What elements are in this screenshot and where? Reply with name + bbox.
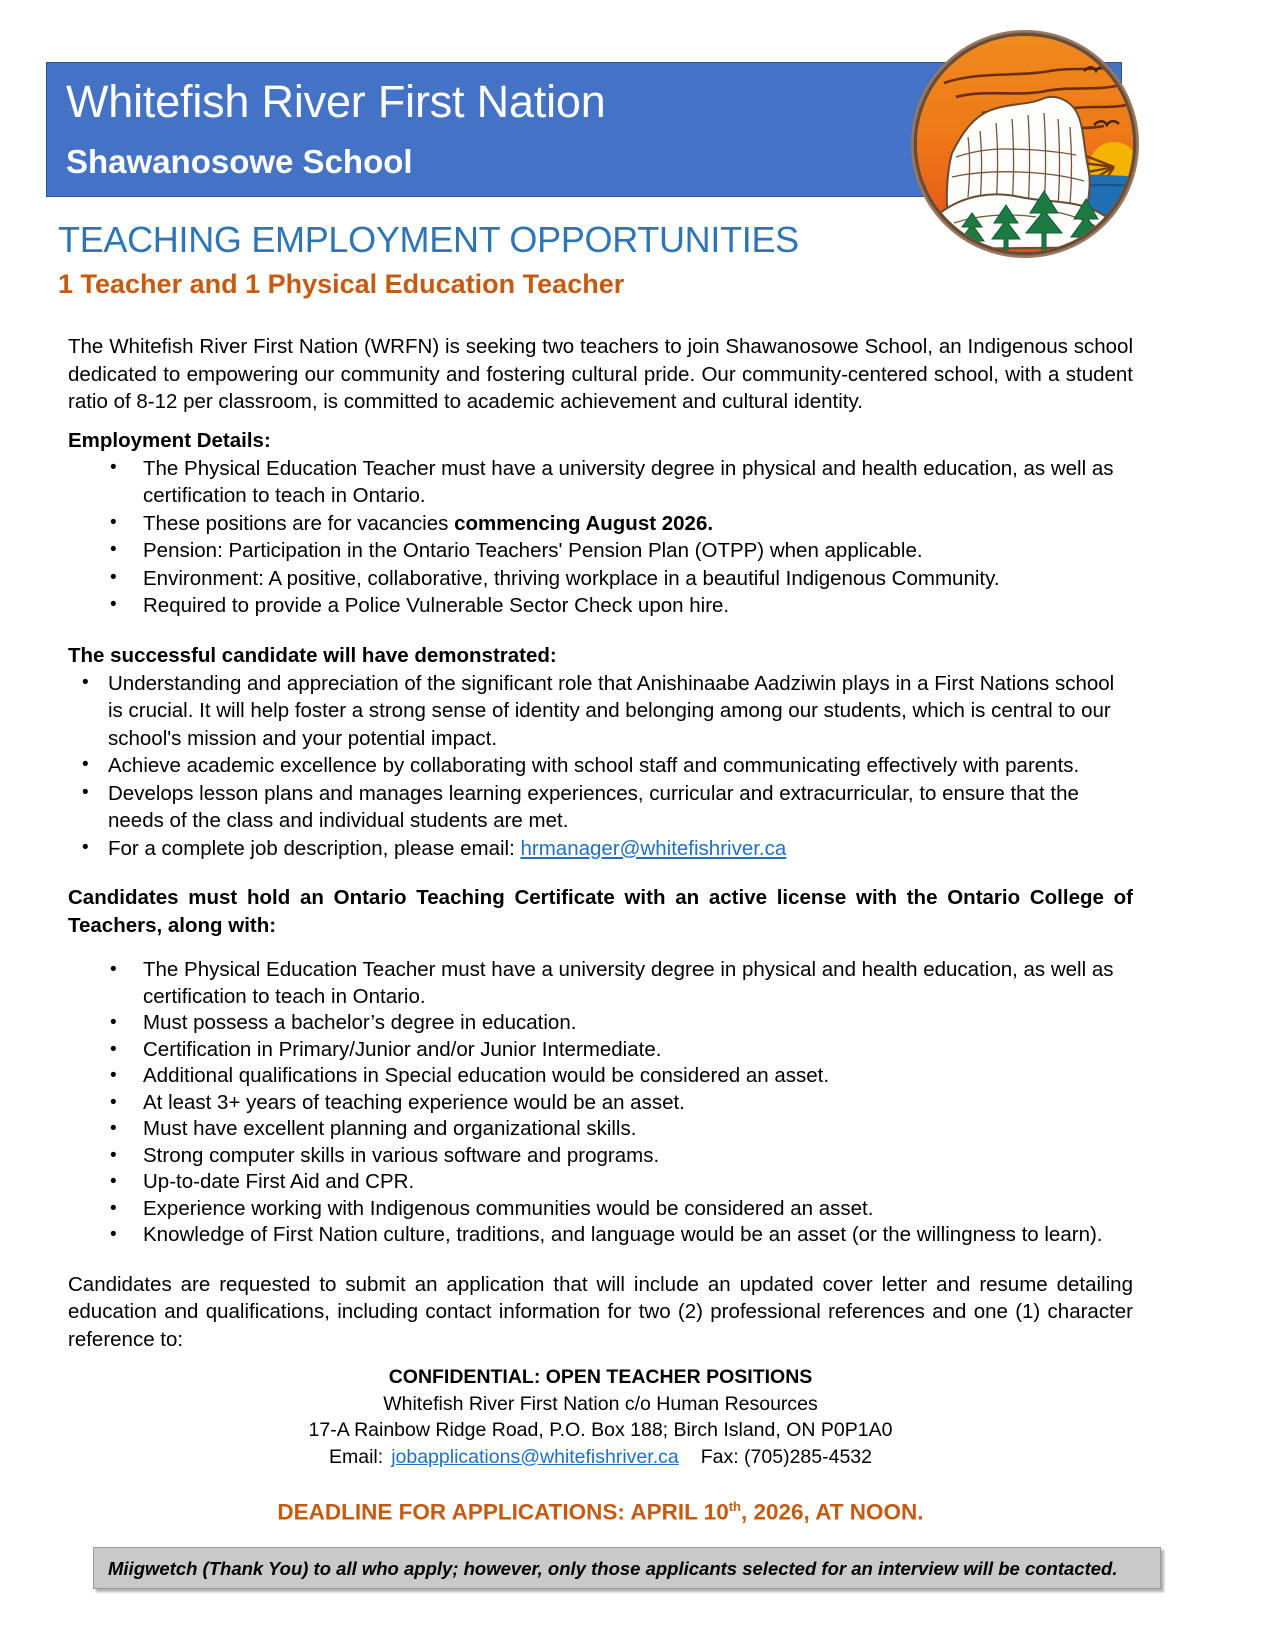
confidential-line: CONFIDENTIAL: OPEN TEACHER POSITIONS xyxy=(388,1366,813,1388)
list-item xyxy=(68,510,1133,538)
bullet-text: Strong computer skills in various software and programs. xyxy=(143,1143,660,1167)
list-item xyxy=(68,1090,1133,1117)
deadline-line xyxy=(68,1492,1133,1528)
certificate-requirements-list xyxy=(68,957,1133,1249)
fax-number: Fax: (705)285-4532 xyxy=(700,1445,872,1468)
list-item-email xyxy=(68,835,1133,863)
employment-details-heading: Employment Details: xyxy=(68,428,271,452)
bullet-text: Understanding and appreciation of the significant role that Anishinaabe Aadziwin plays in a First Nations school is crucial. It will help foster a strong sense of identity and belonging among our students, which is central to our school's mission and your potential impact. xyxy=(108,671,1115,750)
list-item xyxy=(68,1116,1133,1143)
deadline-ordinal: th xyxy=(728,1499,741,1514)
list-item xyxy=(68,957,1133,1010)
list-item xyxy=(68,1143,1133,1170)
list-item xyxy=(68,455,1133,510)
deadline-suffix: , 2026, AT NOON. xyxy=(741,1499,924,1525)
document-body xyxy=(68,333,1133,1528)
footer-note-box xyxy=(93,1547,1161,1589)
successful-candidate-heading: The successful candidate will have demonstrated: xyxy=(68,643,557,667)
successful-candidate-list xyxy=(68,670,1133,863)
bullet-text: For a complete job description, please email: xyxy=(108,836,521,860)
intro-paragraph: The Whitefish River First Nation (WRFN) is seeking two teachers to join Shawanosowe School, an Indigenous school dedicated to empowering our community and fostering cultural pride. Our community-centered school, with a student ratio of 8-12 per classroom, is committed to academic achievement and cultural identity. xyxy=(68,335,1133,413)
bullet-text: Must have excellent planning and organizational skills. xyxy=(143,1117,637,1140)
bullet-text: At least 3+ years of teaching experience would be an asset. xyxy=(143,1090,685,1114)
list-item xyxy=(68,1196,1133,1223)
bullet-text: Develops lesson plans and manages learning experiences, curricular and extracurricular, to ensure that the needs of the class and individual students are met. xyxy=(108,781,1079,832)
spacer xyxy=(68,620,1133,642)
list-item xyxy=(68,1222,1133,1249)
list-item xyxy=(68,592,1133,620)
list-item xyxy=(68,565,1133,593)
bullet-text: Pension: Participation in the Ontario Teachers' Pension Plan (OTPP) when applicable. xyxy=(143,539,923,562)
spacer xyxy=(68,862,1133,884)
bullet-text: The Physical Education Teacher must have a university degree in physical and health education, as well as certification to teach in Ontario. xyxy=(143,958,1114,1008)
contact-block xyxy=(68,1364,1133,1470)
whitefish-river-first-nation-crest-icon xyxy=(908,27,1142,261)
list-item xyxy=(68,537,1133,565)
page-subtitle: 1 Teacher and 1 Physical Education Teacher xyxy=(58,269,625,299)
bullet-text: Must possess a bachelor’s degree in education. xyxy=(143,1011,577,1034)
bullet-text: Knowledge of First Nation culture, traditions, and language would be an asset (or the willingness to learn). xyxy=(143,1223,1103,1246)
list-item xyxy=(68,752,1133,780)
hr-manager-email-link[interactable]: hrmanager@whitefishriver.ca xyxy=(520,836,787,860)
organization-line: Whitefish River First Nation c/o Human Resources xyxy=(383,1392,818,1415)
list-item xyxy=(68,670,1133,753)
bullet-text: Experience working with Indigenous communities would be considered an asset. xyxy=(143,1196,874,1220)
submission-paragraph: Candidates are requested to submit an application that will include an updated cover letter and resume detailing education and qualifications, including contact information for two (2) professional references and one (1) character reference to: xyxy=(68,1272,1133,1351)
page-title: TEACHING EMPLOYMENT OPPORTUNITIES xyxy=(58,219,799,260)
deadline-prefix: DEADLINE FOR APPLICATIONS: APRIL 10 xyxy=(277,1499,729,1525)
address-line: 17-A Rainbow Ridge Road, P.O. Box 188; Birch Island, ON P0P1A0 xyxy=(308,1419,893,1441)
organization-name: Whitefish River First Nation xyxy=(66,76,606,127)
spacer xyxy=(68,941,1133,957)
bullet-text: Up-to-date First Aid and CPR. xyxy=(143,1170,415,1193)
certificate-heading: Candidates must hold an Ontario Teaching Certificate with an active license with the Ontario College of Teachers, along with: xyxy=(68,886,1133,937)
list-item xyxy=(68,1037,1133,1064)
spacer xyxy=(68,1249,1133,1271)
list-item xyxy=(68,1063,1133,1090)
bullet-text: The Physical Education Teacher must have a university degree in physical and health education, as well as certification to teach in Ontario. xyxy=(143,456,1114,507)
footer-note-text: Miigwetch (Thank You) to all who apply; however, only those applicants selected for an interview will be contacted. xyxy=(108,1558,1118,1579)
bullet-text: Achieve academic excellence by collaborating with school staff and communicating effectively with parents. xyxy=(108,754,1080,777)
school-name: Shawanosowe School xyxy=(66,143,413,180)
email-fax-line xyxy=(68,1444,1133,1471)
email-label: Email: xyxy=(329,1445,384,1468)
bullet-text: Required to provide a Police Vulnerable Sector Check upon hire. xyxy=(143,594,730,617)
list-item xyxy=(68,1010,1133,1037)
bullet-text: Certification in Primary/Junior and/or Junior Intermediate. xyxy=(143,1037,662,1061)
job-applications-email-link[interactable]: jobapplications@whitefishriver.ca xyxy=(391,1445,679,1468)
list-item xyxy=(68,1169,1133,1196)
bullet-text: Additional qualifications in Special education would be considered an asset. xyxy=(143,1064,830,1087)
list-item xyxy=(68,780,1133,835)
employment-details-list xyxy=(68,455,1133,620)
bullet-text: These positions are for vacancies xyxy=(143,511,455,535)
bullet-text-bold: commencing August 2026. xyxy=(454,511,714,535)
bullet-text: Environment: A positive, collaborative, thriving workplace in a beautiful Indigenous Community. xyxy=(143,566,1000,590)
